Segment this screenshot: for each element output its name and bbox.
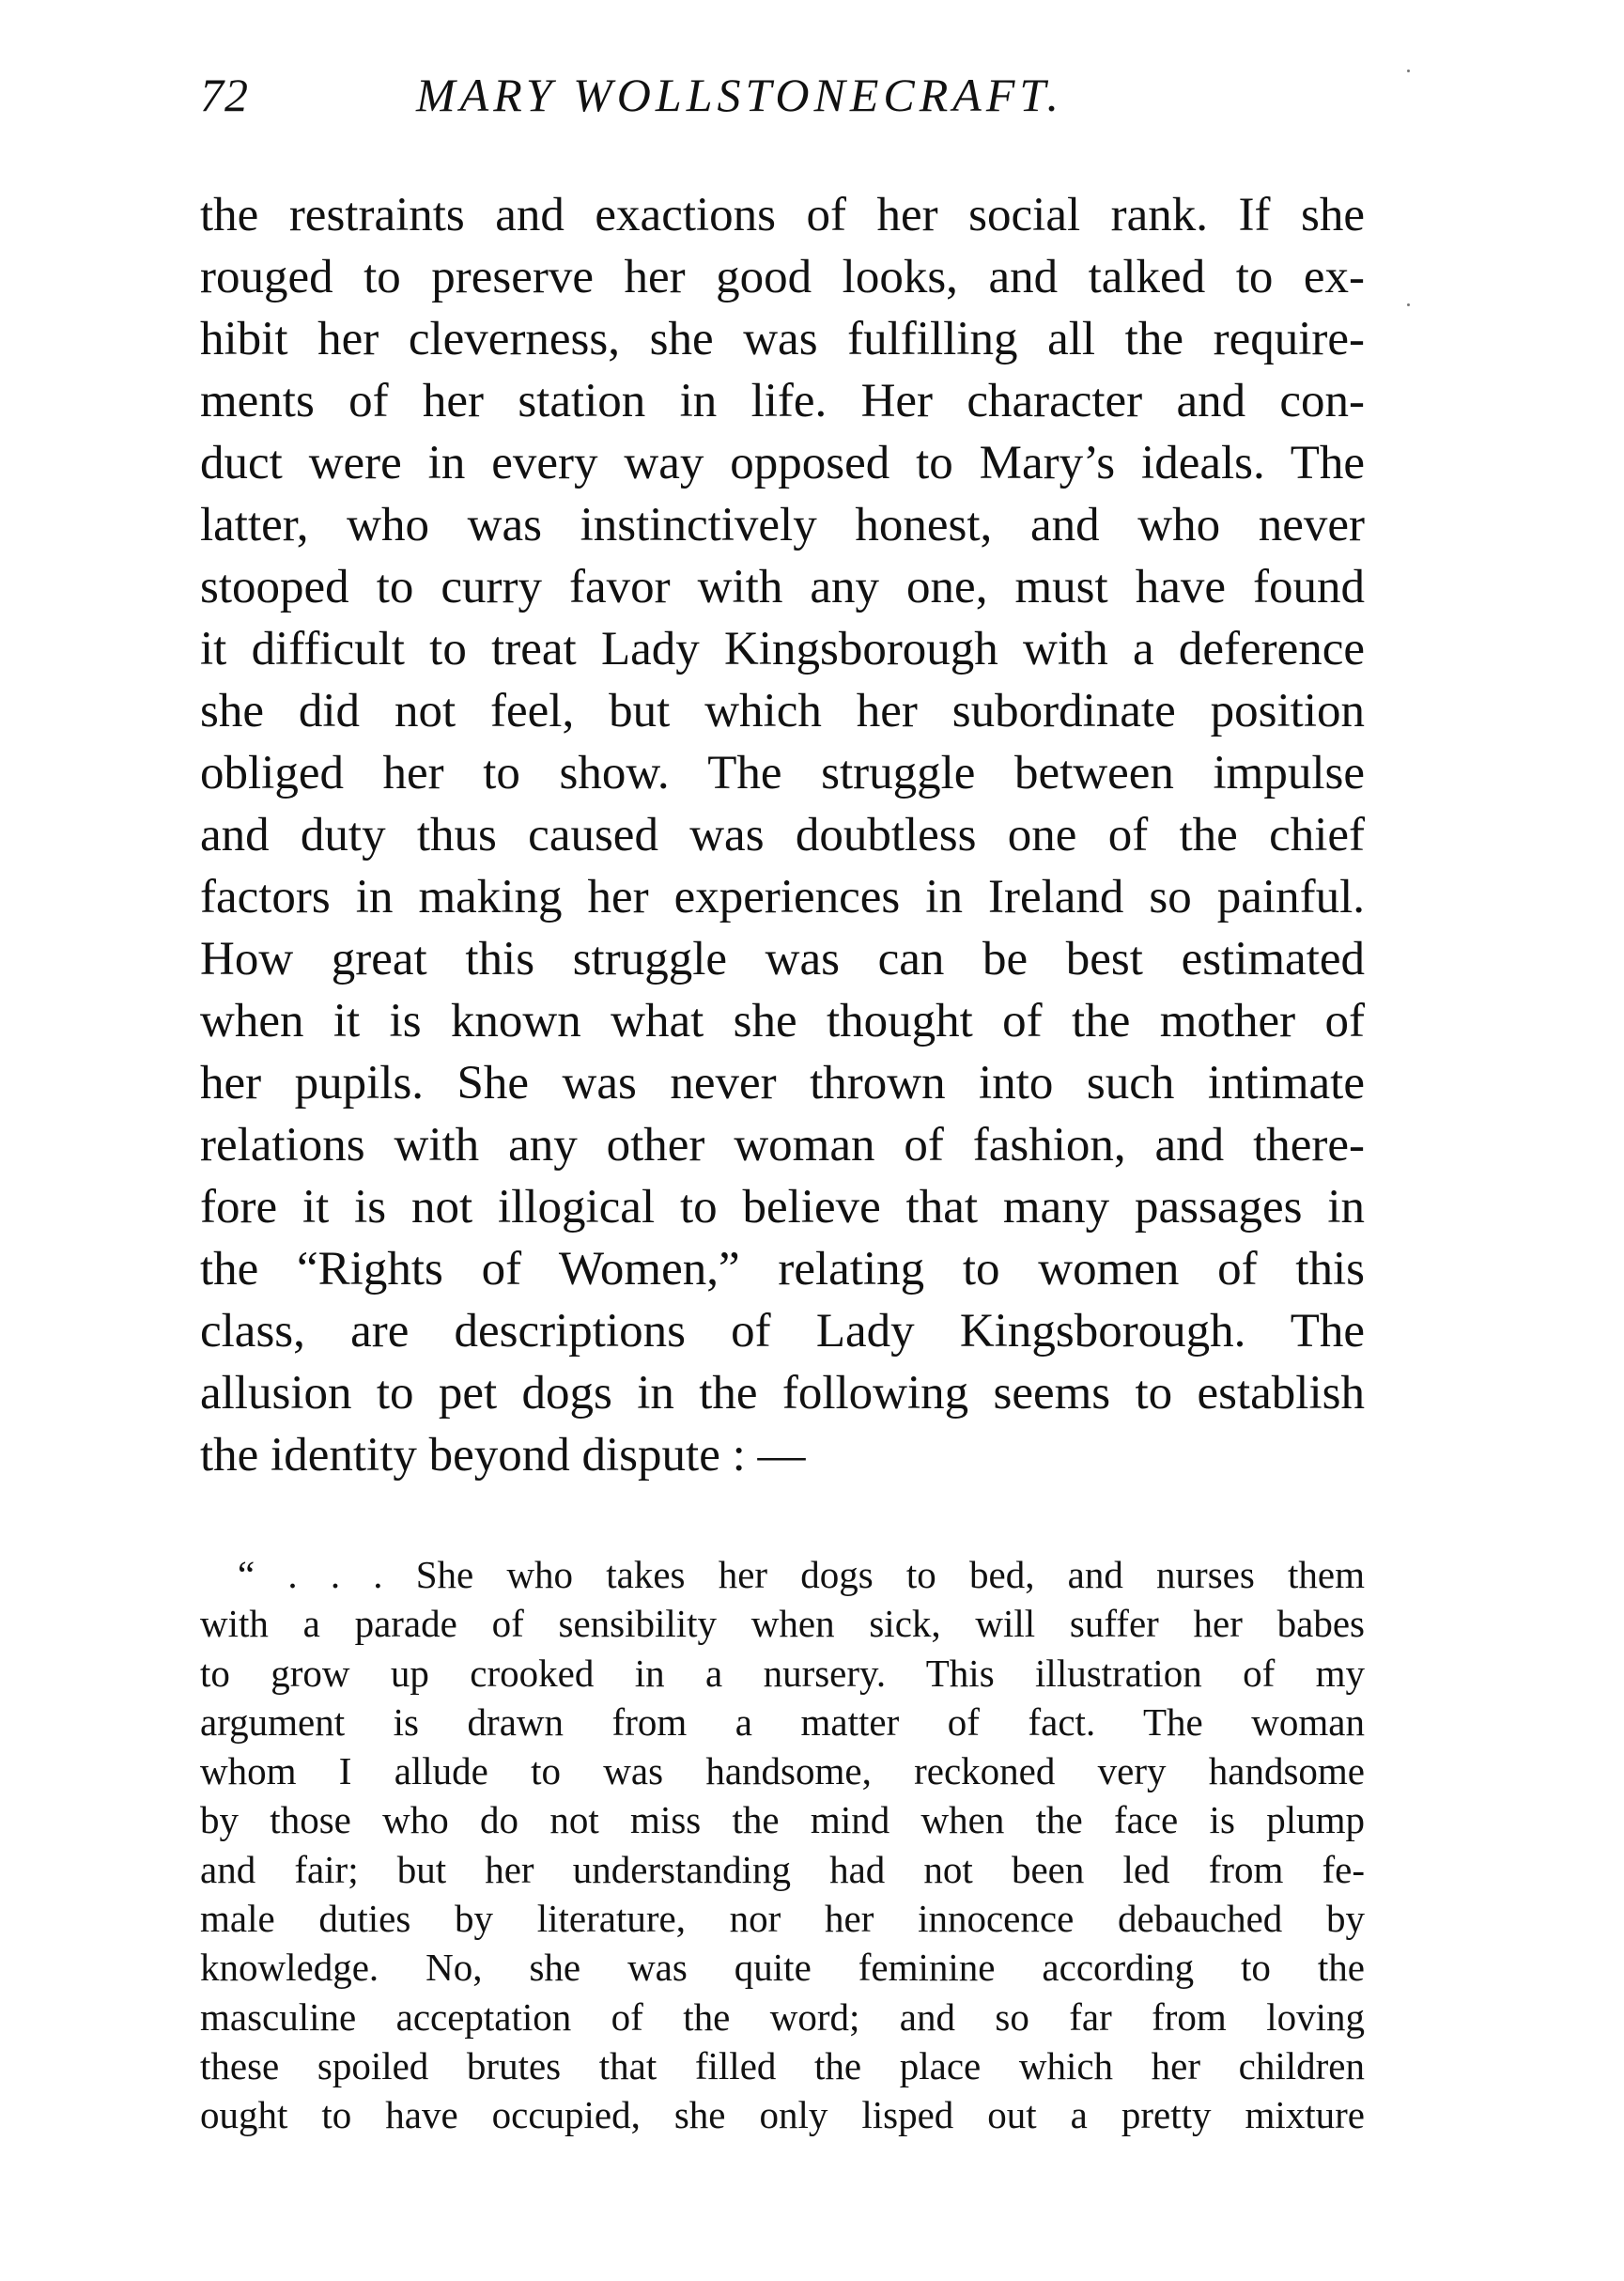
quote-line: argument is drawn from a matter of fact. The woman [200,1699,1365,1744]
text-line: obliged her to show. The struggle between impulse [200,747,1365,799]
text-line: allusion to pet dogs in the following seems to establish [200,1367,1365,1420]
quote-line: whom I allude to was handsome, reckoned very handsome [200,1749,1365,1793]
page-number: 72 [200,69,249,121]
margin-speck [1407,70,1410,72]
text-line: ments of her station in life. Her character and con- [200,375,1365,427]
text-line: class, are descriptions of Lady Kingsborough. The [200,1305,1365,1358]
text-line: it difficult to treat Lady Kingsborough with a deference [200,623,1365,675]
body-paragraph [200,184,1365,1486]
text-line: factors in making her experiences in Ireland so painful. [200,871,1365,923]
quote-line: with a parade of sensibility when sick, will suffer her babes [200,1602,1365,1646]
quote-line: these spoiled brutes that filled the place which her children [200,2043,1365,2087]
text-line: relations with any other woman of fashion, and there- [200,1119,1365,1172]
running-head [200,68,1365,143]
text-line: the restraints and exactions of her social rank. If she [200,189,1365,241]
text-line: How great this struggle was can be best estimated [200,933,1365,985]
text-line: she did not feel, but which her subordinate position [200,685,1365,737]
quote-line: ought to have occupied, she only lisped out a pretty mixture [200,2093,1365,2137]
quote-line: to grow up crooked in a nursery. This illustration of my [200,1651,1365,1695]
quote-line: by those who do not miss the mind when the face is plump [200,1798,1365,1842]
text-line: and duty thus caused was doubtless one of the chief [200,809,1365,861]
text-line: when it is known what she thought of the mother of [200,995,1365,1047]
margin-speck [1407,303,1410,306]
quote-line: masculine acceptation of the word; and so far from loving [200,1994,1365,2039]
quote-line: male duties by literature, nor her innocence debauched by [200,1897,1365,1941]
text-line: the identity beyond dispute : — [200,1429,806,1482]
quote-line: and fair; but her understanding had not been led from fe- [200,1847,1365,1891]
block-quote [200,1550,1365,2140]
text-line: duct were in every way opposed to Mary’s ideals. The [200,437,1365,489]
text-line: hibit her cleverness, she was fulfilling all the require- [200,313,1365,365]
quote-line: “ . . . She who takes her dogs to bed, and nurses them [238,1553,1365,1596]
text-line: stooped to curry favor with any one, must have found [200,561,1365,613]
text-line: fore it is not illogical to believe that many passages in [200,1181,1365,1234]
text-line: rouged to preserve her good looks, and talked to ex- [200,251,1365,303]
text-line: latter, who was instinctively honest, and who never [200,499,1365,551]
text-line: her pupils. She was never thrown into such intimate [200,1057,1365,1109]
text-line: the “Rights of Women,” relating to women of this [200,1243,1365,1296]
quote-line: knowledge. No, she was quite feminine according to the [200,1946,1365,1990]
running-title: MARY WOLLSTONECRAFT. [416,69,1063,121]
